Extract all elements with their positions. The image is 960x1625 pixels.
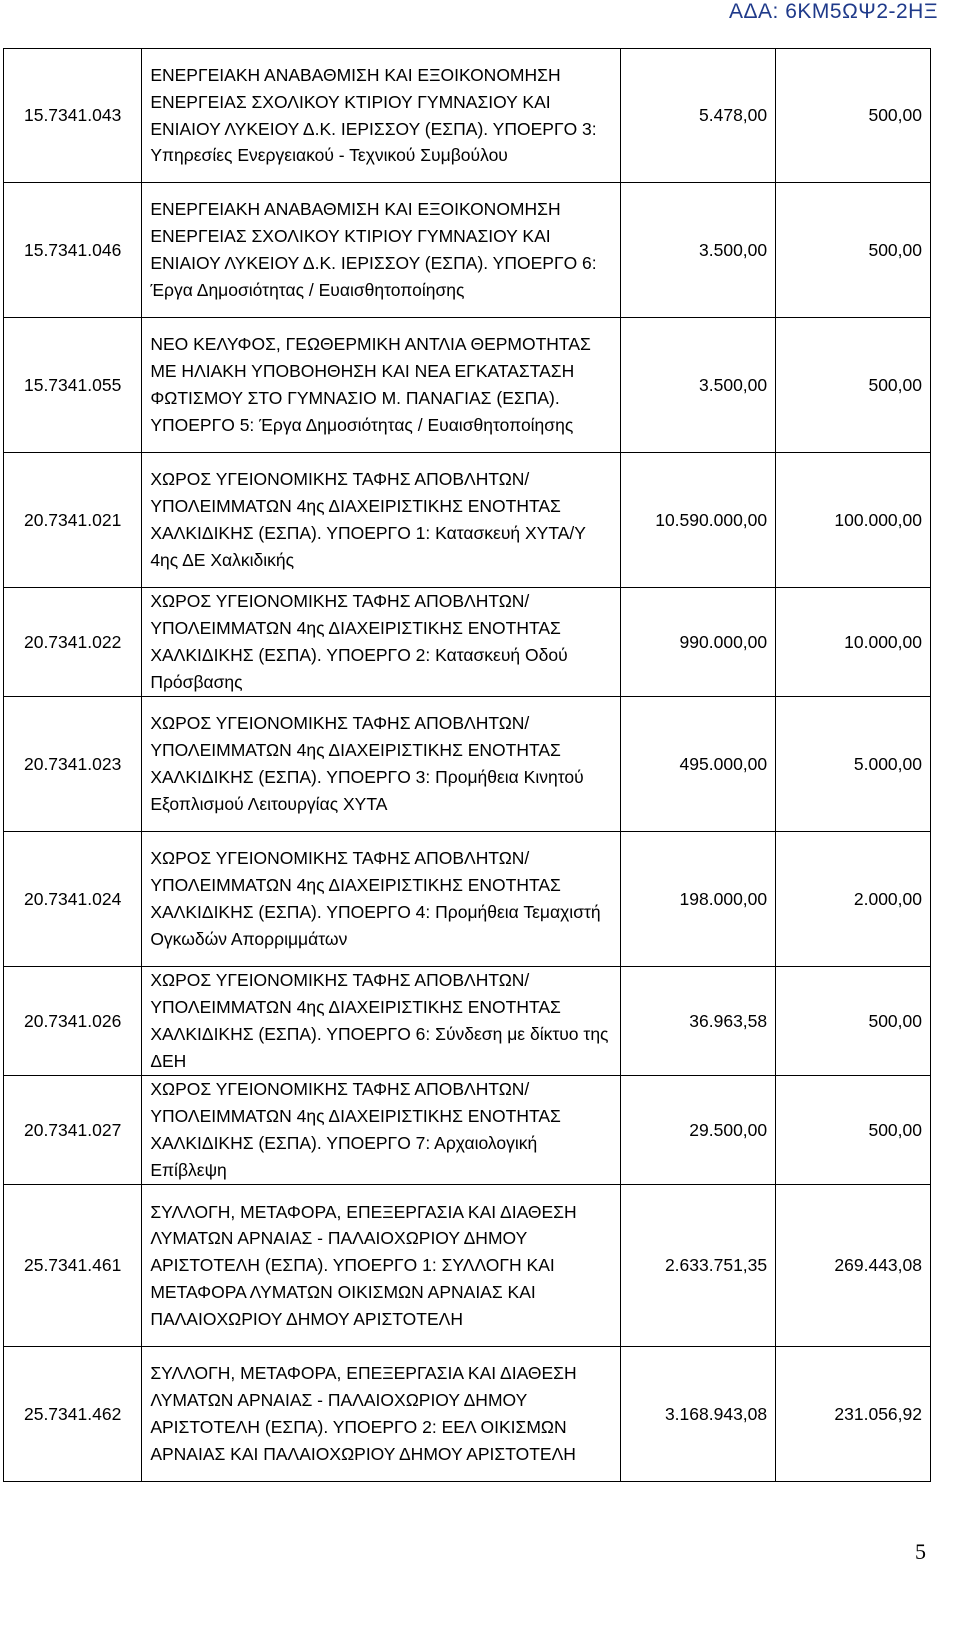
row-amount-total: 3.168.943,08 [621, 1347, 776, 1482]
row-amount-year: 100.000,00 [776, 453, 931, 588]
row-description: ΧΩΡΟΣ ΥΓΕΙΟΝΟΜΙΚΗΣ ΤΑΦΗΣ ΑΠΟΒΛΗΤΩΝ/ΥΠΟΛΕΙΜΜΑΤΩΝ 4ης ΔΙΑΧΕΙΡΙΣΤΙΚΗΣ ΕΝΟΤΗΤΑΣ ΧΑΛΚΙΔΙΚΗΣ (ΕΣΠΑ). ΥΠΟΕΡΓΟ 6: Σύνδεση με δίκτυο της ΔΕΗ [142, 967, 621, 1076]
row-code: 15.7341.055 [4, 318, 142, 453]
row-amount-total: 198.000,00 [621, 832, 776, 967]
row-code: 15.7341.046 [4, 183, 142, 318]
row-amount-total: 990.000,00 [621, 588, 776, 697]
row-code: 25.7341.462 [4, 1347, 142, 1482]
row-amount-year: 5.000,00 [776, 697, 931, 832]
row-description: ΧΩΡΟΣ ΥΓΕΙΟΝΟΜΙΚΗΣ ΤΑΦΗΣ ΑΠΟΒΛΗΤΩΝ/ΥΠΟΛΕΙΜΜΑΤΩΝ 4ης ΔΙΑΧΕΙΡΙΣΤΙΚΗΣ ΕΝΟΤΗΤΑΣ ΧΑΛΚΙΔΙΚΗΣ (ΕΣΠΑ). ΥΠΟΕΡΓΟ 4: Προμήθεια Τεμαχιστή Ογκωδών Απορριμμάτων [142, 832, 621, 967]
row-code: 20.7341.027 [4, 1076, 142, 1185]
row-amount-year: 500,00 [776, 1076, 931, 1185]
table-row [4, 967, 931, 1076]
row-description: ΧΩΡΟΣ ΥΓΕΙΟΝΟΜΙΚΗΣ ΤΑΦΗΣ ΑΠΟΒΛΗΤΩΝ/ΥΠΟΛΕΙΜΜΑΤΩΝ 4ης ΔΙΑΧΕΙΡΙΣΤΙΚΗΣ ΕΝΟΤΗΤΑΣ ΧΑΛΚΙΔΙΚΗΣ (ΕΣΠΑ). ΥΠΟΕΡΓΟ 1: Κατασκευή ΧΥΤΑ/Υ 4ης ΔΕ Χαλκιδικής [142, 453, 621, 588]
row-description: ΧΩΡΟΣ ΥΓΕΙΟΝΟΜΙΚΗΣ ΤΑΦΗΣ ΑΠΟΒΛΗΤΩΝ/ΥΠΟΛΕΙΜΜΑΤΩΝ 4ης ΔΙΑΧΕΙΡΙΣΤΙΚΗΣ ΕΝΟΤΗΤΑΣ ΧΑΛΚΙΔΙΚΗΣ (ΕΣΠΑ). ΥΠΟΕΡΓΟ 7: Αρχαιολογική Επίβλεψη [142, 1076, 621, 1185]
row-amount-total: 2.633.751,35 [621, 1185, 776, 1347]
row-code: 20.7341.021 [4, 453, 142, 588]
row-description: ΧΩΡΟΣ ΥΓΕΙΟΝΟΜΙΚΗΣ ΤΑΦΗΣ ΑΠΟΒΛΗΤΩΝ/ΥΠΟΛΕΙΜΜΑΤΩΝ 4ης ΔΙΑΧΕΙΡΙΣΤΙΚΗΣ ΕΝΟΤΗΤΑΣ ΧΑΛΚΙΔΙΚΗΣ (ΕΣΠΑ). ΥΠΟΕΡΓΟ 2: Κατασκευή Οδού Πρόσβασης [142, 588, 621, 697]
page-number: 5 [915, 1539, 926, 1564]
table-row [4, 1347, 931, 1482]
table-row [4, 1185, 931, 1347]
table-row [4, 588, 931, 697]
row-code: 25.7341.461 [4, 1185, 142, 1347]
table-row [4, 183, 931, 318]
row-amount-total: 495.000,00 [621, 697, 776, 832]
row-code: 20.7341.022 [4, 588, 142, 697]
row-amount-year: 231.056,92 [776, 1347, 931, 1482]
table-row [4, 318, 931, 453]
row-amount-total: 3.500,00 [621, 318, 776, 453]
table-row [4, 697, 931, 832]
row-amount-total: 5.478,00 [621, 49, 776, 183]
row-amount-year: 500,00 [776, 183, 931, 318]
row-amount-year: 2.000,00 [776, 832, 931, 967]
row-description: ΣΥΛΛΟΓΗ, ΜΕΤΑΦΟΡΑ, ΕΠΕΞΕΡΓΑΣΙΑ ΚΑΙ ΔΙΑΘΕΣΗ ΛΥΜΑΤΩΝ ΑΡΝΑΙΑΣ - ΠΑΛΑΙΟΧΩΡΙΟΥ ΔΗΜΟΥ ΑΡΙΣΤΟΤΕΛΗ (ΕΣΠΑ). ΥΠΟΕΡΓΟ 2: ΕΕΛ ΟΙΚΙΣΜΩΝ ΑΡΝΑΙΑΣ ΚΑΙ ΠΑΛΑΙΟΧΩΡΙΟΥ ΔΗΜΟΥ ΑΡΙΣΤΟΤΕΛΗ [142, 1347, 621, 1482]
row-amount-year: 500,00 [776, 318, 931, 453]
row-amount-year: 10.000,00 [776, 588, 931, 697]
row-code: 20.7341.023 [4, 697, 142, 832]
row-amount-total: 29.500,00 [621, 1076, 776, 1185]
table-row [4, 49, 931, 183]
row-amount-year: 500,00 [776, 967, 931, 1076]
row-amount-total: 3.500,00 [621, 183, 776, 318]
table-row [4, 1076, 931, 1185]
row-description: ΧΩΡΟΣ ΥΓΕΙΟΝΟΜΙΚΗΣ ΤΑΦΗΣ ΑΠΟΒΛΗΤΩΝ/ΥΠΟΛΕΙΜΜΑΤΩΝ 4ης ΔΙΑΧΕΙΡΙΣΤΙΚΗΣ ΕΝΟΤΗΤΑΣ ΧΑΛΚΙΔΙΚΗΣ (ΕΣΠΑ). ΥΠΟΕΡΓΟ 3: Προμήθεια Κινητού Εξοπλισμού Λειτουργίας ΧΥΤΑ [142, 697, 621, 832]
table-row [4, 453, 931, 588]
table-row [4, 832, 931, 967]
row-code: 20.7341.024 [4, 832, 142, 967]
row-description: ΝΕΟ ΚΕΛΥΦΟΣ, ΓΕΩΘΕΡΜΙΚΗ ΑΝΤΛΙΑ ΘΕΡΜΟΤΗΤΑΣ ΜΕ ΗΛΙΑΚΗ ΥΠΟΒΟΗΘΗΣΗ ΚΑΙ ΝΕΑ ΕΓΚΑΤΑΣΤΑΣΗ ΦΩΤΙΣΜΟΥ ΣΤΟ ΓΥΜΝΑΣΙΟ Μ. ΠΑΝΑΓΙΑΣ (ΕΣΠΑ). ΥΠΟΕΡΓΟ 5: Έργα Δημοσιότητας / Ευαισθητοποίησης [142, 318, 621, 453]
row-amount-year: 269.443,08 [776, 1185, 931, 1347]
row-code: 20.7341.026 [4, 967, 142, 1076]
budget-table [3, 48, 931, 1482]
row-amount-year: 500,00 [776, 49, 931, 183]
ada-code: ΑΔΑ: 6ΚΜ5ΩΨ2-2ΗΞ [729, 0, 938, 23]
row-amount-total: 10.590.000,00 [621, 453, 776, 588]
row-amount-total: 36.963,58 [621, 967, 776, 1076]
row-description: ΣΥΛΛΟΓΗ, ΜΕΤΑΦΟΡΑ, ΕΠΕΞΕΡΓΑΣΙΑ ΚΑΙ ΔΙΑΘΕΣΗ ΛΥΜΑΤΩΝ ΑΡΝΑΙΑΣ - ΠΑΛΑΙΟΧΩΡΙΟΥ ΔΗΜΟΥ ΑΡΙΣΤΟΤΕΛΗ (ΕΣΠΑ). ΥΠΟΕΡΓΟ 1: ΣΥΛΛΟΓΗ ΚΑΙ ΜΕΤΑΦΟΡΑ ΛΥΜΑΤΩΝ ΟΙΚΙΣΜΩΝ ΑΡΝΑΙΑΣ ΚΑΙ ΠΑΛΑΙΟΧΩΡΙΟΥ ΔΗΜΟΥ ΑΡΙΣΤΟΤΕΛΗ [142, 1185, 621, 1347]
row-code: 15.7341.043 [4, 49, 142, 183]
row-description: ΕΝΕΡΓΕΙΑΚΗ ΑΝΑΒΑΘΜΙΣΗ ΚΑΙ ΕΞΟΙΚΟΝΟΜΗΣΗ ΕΝΕΡΓΕΙΑΣ ΣΧΟΛΙΚΟΥ ΚΤΙΡΙΟΥ ΓΥΜΝΑΣΙΟΥ ΚΑΙ ΕΝΙΑΙΟΥ ΛΥΚΕΙΟΥ Δ.Κ. ΙΕΡΙΣΣΟΥ (ΕΣΠΑ). ΥΠΟΕΡΓΟ 3: Υπηρεσίες Ενεργειακού - Τεχνικού Συμβούλου [142, 49, 621, 183]
row-description: ΕΝΕΡΓΕΙΑΚΗ ΑΝΑΒΑΘΜΙΣΗ ΚΑΙ ΕΞΟΙΚΟΝΟΜΗΣΗ ΕΝΕΡΓΕΙΑΣ ΣΧΟΛΙΚΟΥ ΚΤΙΡΙΟΥ ΓΥΜΝΑΣΙΟΥ ΚΑΙ ΕΝΙΑΙΟΥ ΛΥΚΕΙΟΥ Δ.Κ. ΙΕΡΙΣΣΟΥ (ΕΣΠΑ). ΥΠΟΕΡΓΟ 6: Έργα Δημοσιότητας / Ευαισθητοποίησης [142, 183, 621, 318]
